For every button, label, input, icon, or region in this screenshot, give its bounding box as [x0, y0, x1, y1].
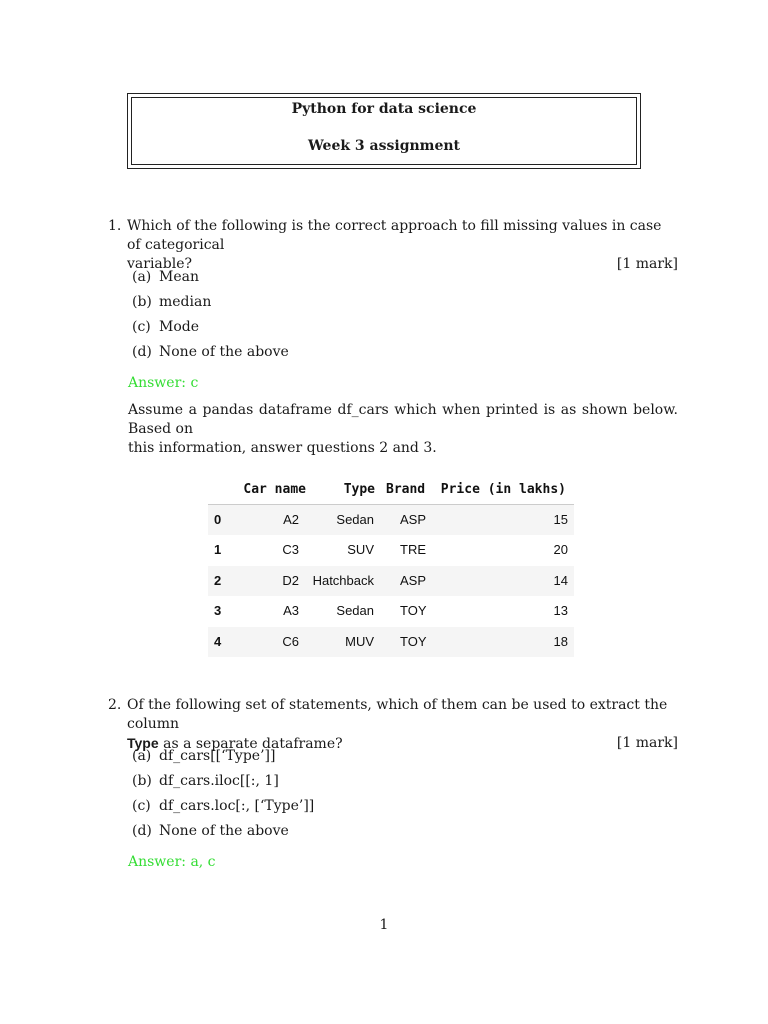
option-label: (d) — [132, 823, 152, 839]
question-1-line1: Which of the following is the correct approach to fill missing values in case of categorical — [127, 218, 662, 253]
row-index: 0 — [214, 512, 222, 527]
question-2-line2: as a separate dataframe? — [158, 736, 343, 752]
row-index: 3 — [214, 603, 222, 618]
q2-option-a — [132, 748, 275, 764]
question-1 — [108, 217, 678, 274]
title-box — [127, 93, 641, 169]
cell-type: SUV — [347, 542, 374, 557]
table-row — [208, 566, 574, 596]
option-text: Mean — [159, 269, 199, 285]
table-row — [208, 596, 574, 626]
cell-car-name: A2 — [283, 512, 299, 527]
question-2-number: 2. — [108, 697, 122, 713]
option-text: None of the above — [159, 823, 289, 839]
cell-car-name: C6 — [282, 634, 299, 649]
q2-option-d — [132, 823, 289, 839]
question-1-line2-wrap — [127, 255, 678, 274]
cell-brand: TOY — [400, 603, 427, 618]
question-2-text — [127, 696, 678, 754]
row-index: 1 — [214, 542, 222, 557]
context-paragraph — [128, 401, 678, 458]
table-row — [208, 535, 574, 565]
option-text: df_cars.loc[:, [‘Type’]] — [159, 798, 315, 814]
option-label: (c) — [132, 798, 151, 814]
question-2-line1: Of the following set of statements, which of them can be used to extract the column — [127, 697, 668, 732]
option-label: (d) — [132, 344, 152, 360]
course-title: Python for data science — [291, 101, 477, 117]
cell-price: 20 — [553, 542, 568, 557]
question-2 — [108, 696, 678, 754]
question-1-text — [127, 217, 678, 274]
column-header-type: Type — [343, 482, 375, 497]
cell-type: MUV — [345, 634, 374, 649]
dataframe-header — [208, 476, 574, 505]
cell-price: 18 — [553, 634, 568, 649]
option-label: (b) — [132, 294, 152, 310]
column-header-price: Price (in lakhs) — [440, 482, 566, 497]
q1-option-a — [132, 269, 199, 285]
q2-option-c — [132, 798, 314, 814]
q1-option-b — [132, 294, 211, 310]
cell-brand: TRE — [400, 542, 426, 557]
assignment-title: Week 3 assignment — [307, 138, 461, 154]
q1-option-c — [132, 319, 199, 335]
question-1-marks: [1 mark] — [616, 256, 678, 272]
question-1-line2: variable? — [127, 256, 193, 272]
option-text: df_cars.iloc[[:, 1] — [159, 773, 279, 789]
option-text: median — [159, 294, 212, 310]
cell-price: 15 — [553, 512, 568, 527]
question-1-number: 1. — [108, 218, 122, 234]
context-line1: Assume a pandas dataframe df_cars which when printed is as shown below. Based on — [128, 402, 678, 437]
context-line2: this information, answer questions 2 and 3. — [128, 440, 437, 456]
table-row — [208, 505, 574, 535]
option-text: Mode — [159, 319, 200, 335]
cell-type: Sedan — [336, 603, 374, 618]
q2-option-b — [132, 773, 279, 789]
cell-price: 14 — [553, 573, 568, 588]
title-box-inner — [131, 97, 637, 165]
cell-car-name: A3 — [283, 603, 299, 618]
cell-car-name: C3 — [282, 542, 299, 557]
question-2-bold-word: Type — [127, 735, 159, 751]
row-index: 4 — [214, 634, 222, 649]
cell-brand: ASP — [400, 512, 427, 527]
cell-type: Sedan — [336, 512, 374, 527]
option-label: (c) — [132, 319, 151, 335]
cell-price: 13 — [553, 603, 568, 618]
row-index: 2 — [214, 573, 222, 588]
table-row — [208, 627, 574, 657]
column-header-car-name: Car name — [243, 482, 306, 497]
q2-answer: Answer: a, c — [128, 854, 216, 870]
option-text: None of the above — [159, 344, 289, 360]
page-number: 1 — [379, 917, 389, 933]
option-text: df_cars[[‘Type’]] — [159, 748, 276, 764]
cell-type: Hatchback — [312, 573, 374, 588]
cell-brand: TOY — [400, 634, 427, 649]
question-2-marks: [1 mark] — [616, 735, 678, 751]
option-label: (a) — [132, 269, 152, 285]
column-header-brand: Brand — [386, 482, 426, 497]
cell-car-name: D2 — [282, 573, 299, 588]
cell-brand: ASP — [400, 573, 427, 588]
q1-option-d — [132, 344, 289, 360]
option-label: (b) — [132, 773, 152, 789]
q1-answer: Answer: c — [128, 375, 199, 391]
option-label: (a) — [132, 748, 152, 764]
